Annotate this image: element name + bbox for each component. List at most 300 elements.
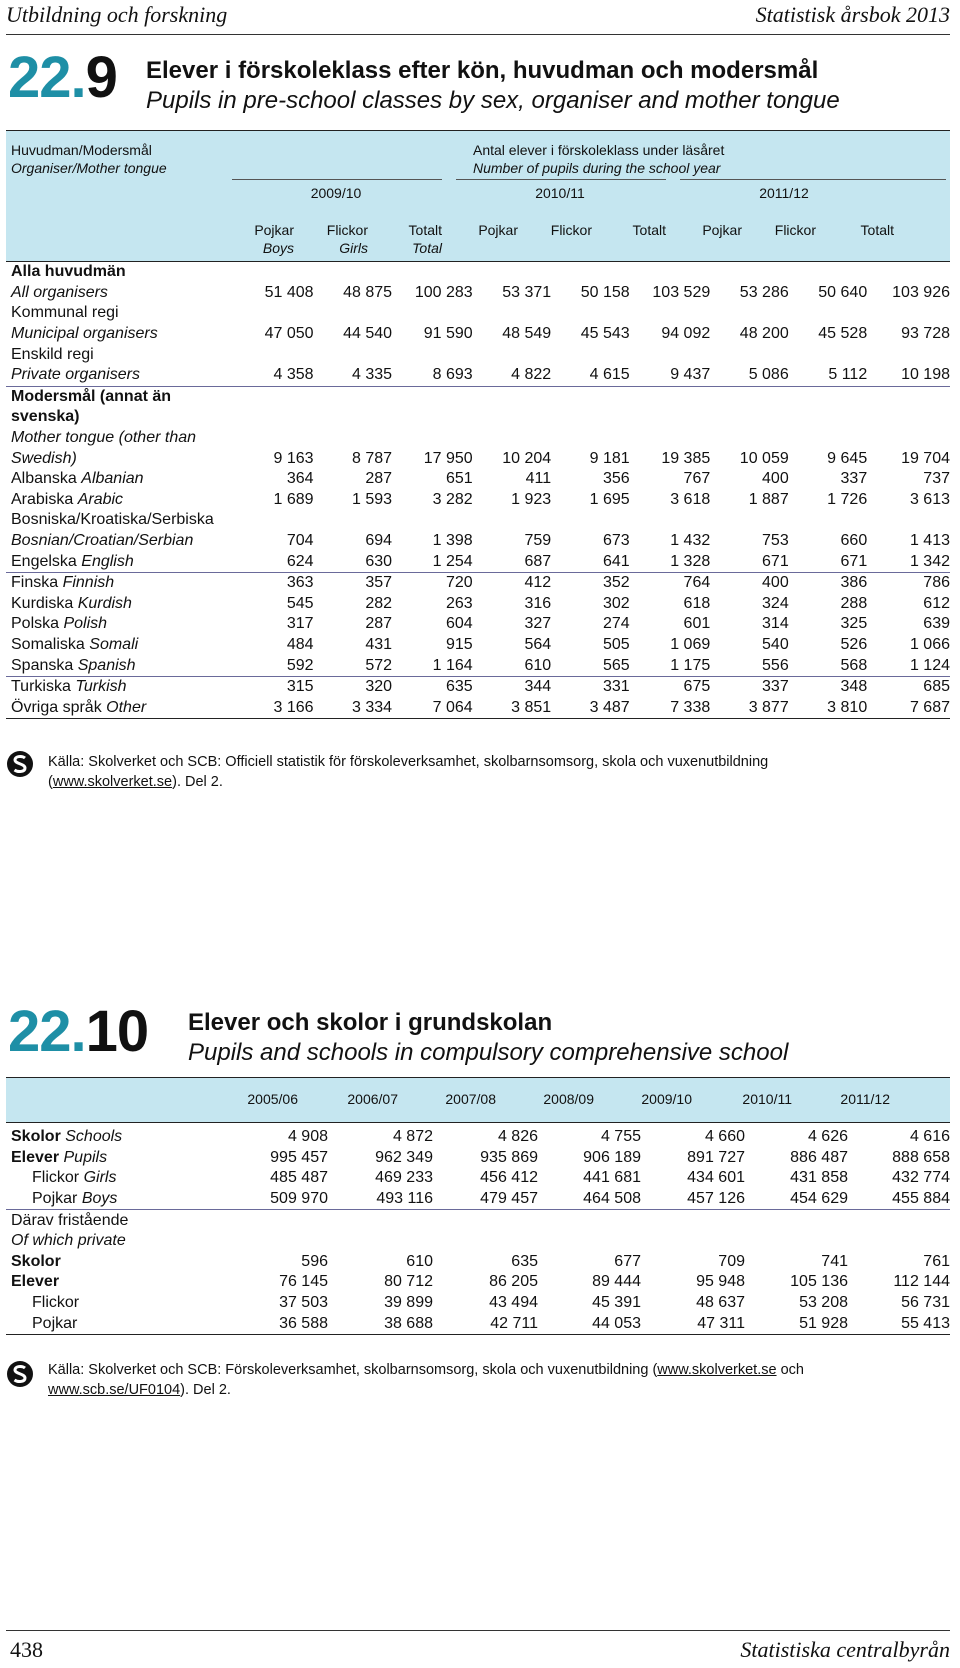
table-cell: 630 <box>314 551 392 572</box>
table-cell <box>848 1231 950 1252</box>
table-cell: 325 <box>840 615 868 633</box>
table-cell: 274 <box>602 615 630 633</box>
row-label: Pojkar <box>6 1313 238 1334</box>
table-cell <box>314 344 392 365</box>
table-cell: 610 <box>406 1252 433 1270</box>
row-label: Modersmål (annat än <box>11 387 172 405</box>
table-cell: 737 <box>923 470 950 488</box>
table-cell: 441 681 <box>583 1169 641 1187</box>
table-cell: 604 <box>445 615 473 633</box>
table-cell <box>551 262 629 283</box>
table-cell <box>314 428 392 449</box>
table-cell: 53 371 <box>502 283 552 301</box>
table-cell: 635 <box>445 678 473 696</box>
title-english: Pupils in pre-school classes by sex, organiser and mother tongue <box>146 87 840 114</box>
table-cell: 37 503 <box>279 1294 328 1312</box>
table-cell: 9 181 <box>589 449 630 467</box>
table-cell <box>789 428 867 449</box>
table-cell: 485 487 <box>270 1169 328 1187</box>
table-cell: 356 <box>602 470 630 488</box>
table-cell: 38 688 <box>328 1313 433 1334</box>
table-cell: 962 349 <box>375 1148 433 1166</box>
row-label: Övriga språk Other <box>6 697 239 718</box>
table-cell: 103 926 <box>892 283 950 301</box>
year-rule <box>680 179 946 180</box>
table-cell: 4 822 <box>473 365 551 386</box>
table-cell <box>789 303 867 324</box>
table-cell: 94 092 <box>661 325 711 343</box>
table-cell: 19 704 <box>901 449 950 467</box>
table-cell: 4 615 <box>551 365 629 386</box>
table-cell: 3 877 <box>710 697 788 718</box>
table-cell: 677 <box>614 1252 641 1270</box>
table-cell <box>238 1231 328 1252</box>
table-cell: 704 <box>286 532 314 550</box>
table-cell: 915 <box>445 635 473 653</box>
table-cell <box>239 386 313 407</box>
table-cell: 317 <box>286 615 314 633</box>
source-link[interactable]: www.skolverket.se <box>657 1362 777 1378</box>
table-cell: 906 189 <box>583 1148 641 1166</box>
table-cell: 51 408 <box>264 283 314 301</box>
table-cell <box>473 407 551 428</box>
table-cell: 10 059 <box>739 449 789 467</box>
table-cell <box>789 386 867 407</box>
source-link[interactable]: www.scb.se/UF0104 <box>48 1382 181 1398</box>
table-row <box>6 551 950 572</box>
table-cell: 4 616 <box>909 1128 950 1146</box>
row-label: Elever <box>11 1273 60 1291</box>
table-cell: 337 <box>762 678 789 696</box>
table-cell <box>239 344 313 365</box>
table-cell <box>630 510 711 531</box>
table-row <box>6 428 950 449</box>
table-body-22-10 <box>6 1127 950 1335</box>
table-cell: 1 593 <box>352 490 393 508</box>
table-row <box>6 510 950 531</box>
table-cell: 741 <box>821 1252 848 1270</box>
table-cell: 1 398 <box>432 532 473 550</box>
table-cell <box>392 407 473 428</box>
table-cell: 456 412 <box>480 1169 538 1187</box>
year-rule <box>456 179 666 180</box>
page-number: 438 <box>10 1637 43 1662</box>
column-heading: Flickor <box>774 222 816 238</box>
source-note-22-10: Källa: Skolverket och SCB: Förskoleverksamhet, skolbarnsomsorg, skola och vuxenutbildning (www.skolverket.se och www.scb.se/UF0104). Del 2. <box>48 1362 804 1398</box>
table-cell: 469 233 <box>375 1169 433 1187</box>
table-cell: 288 <box>840 594 868 612</box>
row-label: Of which private <box>11 1232 126 1250</box>
table-cell: 651 <box>445 470 473 488</box>
row-label: All organisers <box>11 283 108 301</box>
table-cell <box>392 303 473 324</box>
table-cell: 1 689 <box>273 490 314 508</box>
table-cell: 761 <box>923 1252 950 1270</box>
table-cell <box>641 1210 745 1231</box>
table-cell: 89 444 <box>592 1273 641 1291</box>
table-cell <box>239 303 313 324</box>
source-note-22-9: Källa: Skolverket och SCB: Officiell statistik för förskoleverksamhet, skolbarnsomsorg, skola och vuxenutbildning (www.skolverket.se). Del 2. <box>48 754 769 790</box>
table-cell <box>710 386 788 407</box>
table-cell: 47 050 <box>264 325 314 343</box>
table-cell: 4 755 <box>600 1128 641 1146</box>
table-cell: 320 <box>365 678 393 696</box>
table-row <box>6 283 950 304</box>
table-cell: 7 338 <box>630 697 711 718</box>
table-cell: 42 711 <box>433 1313 538 1334</box>
table-cell: 302 <box>602 594 630 612</box>
table-cell <box>710 428 788 449</box>
table-cell: 434 601 <box>687 1169 745 1187</box>
table-cell <box>867 344 950 365</box>
table-row <box>6 1210 950 1231</box>
table-cell: 3 282 <box>432 490 473 508</box>
column-heading: Totalt <box>860 222 894 238</box>
table-cell <box>630 262 711 283</box>
table-cell: 935 869 <box>480 1148 538 1166</box>
table-cell: 1 887 <box>748 490 789 508</box>
row-label: Swedish) <box>11 449 77 467</box>
table-cell: 455 884 <box>848 1189 950 1210</box>
table-cell: 464 508 <box>538 1189 641 1210</box>
table-row <box>6 324 950 345</box>
table-cell <box>239 510 313 531</box>
table-cell: 1 164 <box>392 655 473 676</box>
table-cell: 786 <box>923 574 950 592</box>
table-cell <box>392 510 473 531</box>
year-rule <box>232 179 442 180</box>
table-cell <box>867 303 950 324</box>
table-row <box>6 676 950 697</box>
row-label: Engelska English <box>6 551 239 572</box>
table-cell: 47 311 <box>641 1313 745 1334</box>
table-cell: 282 <box>365 594 393 612</box>
publication-title: Statistisk årsbok 2013 <box>755 2 950 27</box>
table-cell: 315 <box>286 678 314 696</box>
table-cell: 103 529 <box>652 283 711 301</box>
table-cell: 327 <box>524 615 552 633</box>
publisher: Statistiska centralbyrån <box>740 1637 950 1662</box>
table-number-22-10: 22.10 <box>8 999 149 1064</box>
table-cell: 660 <box>840 532 868 550</box>
table-cell <box>710 344 788 365</box>
row-label: Albanska Albanian <box>11 470 144 488</box>
table-cell: 601 <box>683 615 711 633</box>
table-cell: 891 727 <box>687 1148 745 1166</box>
table-cell <box>630 428 711 449</box>
table-cell: 19 385 <box>661 449 711 467</box>
table-cell <box>641 1231 745 1252</box>
column-heading: Totalt <box>632 222 666 238</box>
table-cell: 1 069 <box>670 635 711 653</box>
table-cell: 45 543 <box>580 325 630 343</box>
row-label: Alla huvudmän <box>11 263 126 281</box>
table-cell: 1 175 <box>630 655 711 676</box>
table-cell: 1 342 <box>867 551 950 572</box>
table-cell <box>314 262 392 283</box>
table-row <box>6 344 950 365</box>
table-cell: 400 <box>762 574 789 592</box>
table-cell: 1 254 <box>392 551 473 572</box>
row-label: Mother tongue (other than <box>11 429 197 447</box>
table-cell: 624 <box>239 551 313 572</box>
table-cell <box>745 1231 848 1252</box>
table-cell: 86 205 <box>489 1273 538 1291</box>
table-cell: 316 <box>524 594 552 612</box>
column-heading: Pojkar <box>702 222 742 238</box>
table-cell: 55 413 <box>848 1313 950 1334</box>
year-heading: 2008/09 <box>543 1091 594 1107</box>
table-row <box>6 697 950 718</box>
table-row <box>6 531 950 552</box>
year-heading: 2009/10 <box>641 1091 692 1107</box>
row-label: Kurdiska Kurdish <box>11 594 132 612</box>
year-heading: 2010/11 <box>742 1091 792 1107</box>
column-heading: Flickor <box>550 222 592 238</box>
table-cell: 352 <box>602 574 630 592</box>
row-label: Pojkar Boys <box>6 1189 238 1210</box>
year-heading: 2005/06 <box>247 1091 298 1107</box>
row-label: Därav fristående <box>11 1211 129 1229</box>
table-cell <box>551 407 629 428</box>
table-cell: 8 693 <box>392 365 473 386</box>
table-cell: 592 <box>239 655 313 676</box>
section-title: Utbildning och forskning <box>6 2 228 27</box>
table-cell: 635 <box>511 1252 538 1270</box>
table-cell: 3 334 <box>314 697 392 718</box>
table-cell: 484 <box>286 635 314 653</box>
table-title-22-9 <box>146 56 840 116</box>
table-cell: 5 112 <box>789 365 867 386</box>
table-cell: 1 124 <box>867 655 950 676</box>
table-cell: 48 549 <box>502 325 552 343</box>
table-cell <box>239 262 313 283</box>
column-heading: Flickor Girls <box>326 222 368 256</box>
table-cell: 80 712 <box>384 1273 433 1291</box>
year-heading: 2011/12 <box>840 1091 890 1107</box>
table-cell: 364 <box>286 470 314 488</box>
table-cell: 764 <box>683 574 711 592</box>
table-cell: 344 <box>524 678 552 696</box>
table-cell <box>239 407 313 428</box>
row-label: Arabiska Arabic <box>11 490 124 508</box>
year-heading: 2010/11 <box>535 185 585 201</box>
table-cell: 93 728 <box>901 325 950 343</box>
row-label: Spanska Spanish <box>6 655 239 676</box>
table-cell <box>867 428 950 449</box>
table-cell <box>551 428 629 449</box>
table-cell: 411 <box>525 470 552 488</box>
table-cell <box>630 303 711 324</box>
table-cell <box>789 407 867 428</box>
table-cell: 568 <box>789 655 867 676</box>
source-icon <box>6 750 34 778</box>
table-cell <box>328 1210 433 1231</box>
table-cell: 9 645 <box>827 449 868 467</box>
table-cell: 17 950 <box>423 449 473 467</box>
table-row <box>6 1293 950 1314</box>
table-cell <box>473 386 551 407</box>
year-heading: 2009/10 <box>310 185 362 201</box>
table-cell: 36 588 <box>238 1313 328 1334</box>
year-heading: 2007/08 <box>445 1091 496 1107</box>
table-cell: 687 <box>473 551 551 572</box>
table-cell: 675 <box>683 678 711 696</box>
source-icon <box>6 1360 34 1388</box>
table-cell <box>867 407 950 428</box>
table-cell <box>239 428 313 449</box>
table-cell: 431 858 <box>790 1169 848 1187</box>
table-row <box>6 1231 950 1252</box>
table-cell: 56 731 <box>901 1294 950 1312</box>
table-cell: 3 613 <box>909 490 950 508</box>
table-cell <box>710 303 788 324</box>
table-cell <box>328 1231 433 1252</box>
table-cell: 324 <box>762 594 789 612</box>
table-row <box>6 490 950 511</box>
table-cell: 3 618 <box>670 490 711 508</box>
table-cell: 50 640 <box>818 283 868 301</box>
table-cell: 432 774 <box>892 1169 950 1187</box>
table-cell: 995 457 <box>270 1148 328 1166</box>
table-cell: 4 908 <box>287 1128 328 1146</box>
table-cell: 386 <box>840 574 868 592</box>
table-row <box>6 1313 950 1334</box>
table-cell: 673 <box>602 532 630 550</box>
table-cell <box>789 510 867 531</box>
table-cell: 10 198 <box>867 365 950 386</box>
table-cell: 572 <box>314 655 392 676</box>
table-cell: 331 <box>602 678 630 696</box>
table-cell: 53 286 <box>739 283 789 301</box>
table-cell: 363 <box>286 574 314 592</box>
table-cell: 610 <box>473 655 551 676</box>
table-cell <box>867 386 950 407</box>
table-row <box>6 572 950 593</box>
table-cell <box>473 428 551 449</box>
table-cell: 3 166 <box>239 697 313 718</box>
table-cell: 50 158 <box>580 283 630 301</box>
table-cell: 314 <box>762 615 789 633</box>
table-cell <box>867 262 950 283</box>
table-cell: 1 726 <box>827 490 868 508</box>
table-cell <box>392 386 473 407</box>
table-cell: 612 <box>923 594 950 612</box>
title-english: Pupils and schools in compulsory comprehensive school <box>188 1039 789 1066</box>
table-cell: 888 658 <box>892 1148 950 1166</box>
table-cell: 43 494 <box>489 1294 538 1312</box>
table-cell: 7 687 <box>867 697 950 718</box>
row-label: Municipal organisers <box>11 325 158 343</box>
running-header <box>6 0 950 35</box>
table-cell <box>314 386 392 407</box>
table-cell: 493 116 <box>328 1189 433 1210</box>
table-cell: 10 204 <box>502 449 552 467</box>
table-cell: 685 <box>923 678 950 696</box>
table-header-22-10 <box>6 1077 950 1123</box>
table-cell: 1 328 <box>630 551 711 572</box>
table-cell: 8 787 <box>352 449 393 467</box>
table-cell: 53 208 <box>799 1294 848 1312</box>
table-cell: 454 629 <box>745 1189 848 1210</box>
table-cell: 9 163 <box>273 449 314 467</box>
table-cell <box>551 386 629 407</box>
table-cell: 1 066 <box>909 635 950 653</box>
table-cell: 76 145 <box>279 1273 328 1291</box>
source-link[interactable]: www.skolverket.se <box>52 774 173 790</box>
table-cell: 4 872 <box>392 1128 433 1146</box>
table-cell: 112 144 <box>893 1273 950 1291</box>
table-cell: 505 <box>602 635 630 653</box>
table-cell: 44 053 <box>538 1313 641 1334</box>
table-cell: 263 <box>445 594 473 612</box>
table-cell <box>238 1210 328 1231</box>
table-cell: 556 <box>710 655 788 676</box>
table-cell <box>551 344 629 365</box>
table-cell: 337 <box>840 470 868 488</box>
table-cell <box>473 262 551 283</box>
table-cell: 5 086 <box>710 365 788 386</box>
table-cell: 412 <box>524 574 552 592</box>
table-cell <box>538 1210 641 1231</box>
table-row <box>6 614 950 635</box>
table-row <box>6 1127 950 1148</box>
table-cell <box>789 344 867 365</box>
table-cell: 39 899 <box>384 1294 433 1312</box>
table-cell: 671 <box>710 551 788 572</box>
row-label: Skolor <box>11 1252 61 1270</box>
row-label: Private organisers <box>6 365 239 386</box>
row-label: Enskild regi <box>11 345 94 363</box>
table-cell: 526 <box>840 635 868 653</box>
table-row <box>6 1148 950 1169</box>
table-cell: 431 <box>365 635 393 653</box>
table-cell: 753 <box>762 532 789 550</box>
table-cell <box>538 1231 641 1252</box>
table-row <box>6 1252 950 1273</box>
table-cell <box>551 303 629 324</box>
table-cell <box>473 344 551 365</box>
table-cell: 641 <box>551 551 629 572</box>
table-title-22-10 <box>188 1008 788 1068</box>
row-label: Turkiska Turkish <box>11 678 127 696</box>
table-cell: 4 335 <box>314 365 392 386</box>
table-cell: 400 <box>762 470 789 488</box>
table-cell: 348 <box>840 678 868 696</box>
table-row <box>6 1189 950 1210</box>
table-cell: 3 851 <box>473 697 551 718</box>
table-cell: 51 928 <box>745 1313 848 1334</box>
table-cell <box>392 344 473 365</box>
row-label: Skolor Schools <box>11 1128 123 1146</box>
table-cell: 694 <box>365 532 393 550</box>
column-heading: Totalt Total <box>408 222 442 256</box>
table-cell: 287 <box>365 470 393 488</box>
row-label: Elever Pupils <box>11 1148 108 1166</box>
table-cell: 100 283 <box>414 283 473 301</box>
table-cell <box>314 303 392 324</box>
table-cell: 287 <box>365 615 393 633</box>
table-cell: 709 <box>718 1252 745 1270</box>
row-label: Bosniska/Kroatiska/Serbiska <box>11 511 214 529</box>
table-header-22-9 <box>6 130 950 262</box>
table-cell <box>710 262 788 283</box>
table-cell <box>392 428 473 449</box>
table-row <box>6 635 950 656</box>
table-cell: 540 <box>762 635 789 653</box>
table-cell: 3 487 <box>551 697 629 718</box>
table-row <box>6 365 950 386</box>
